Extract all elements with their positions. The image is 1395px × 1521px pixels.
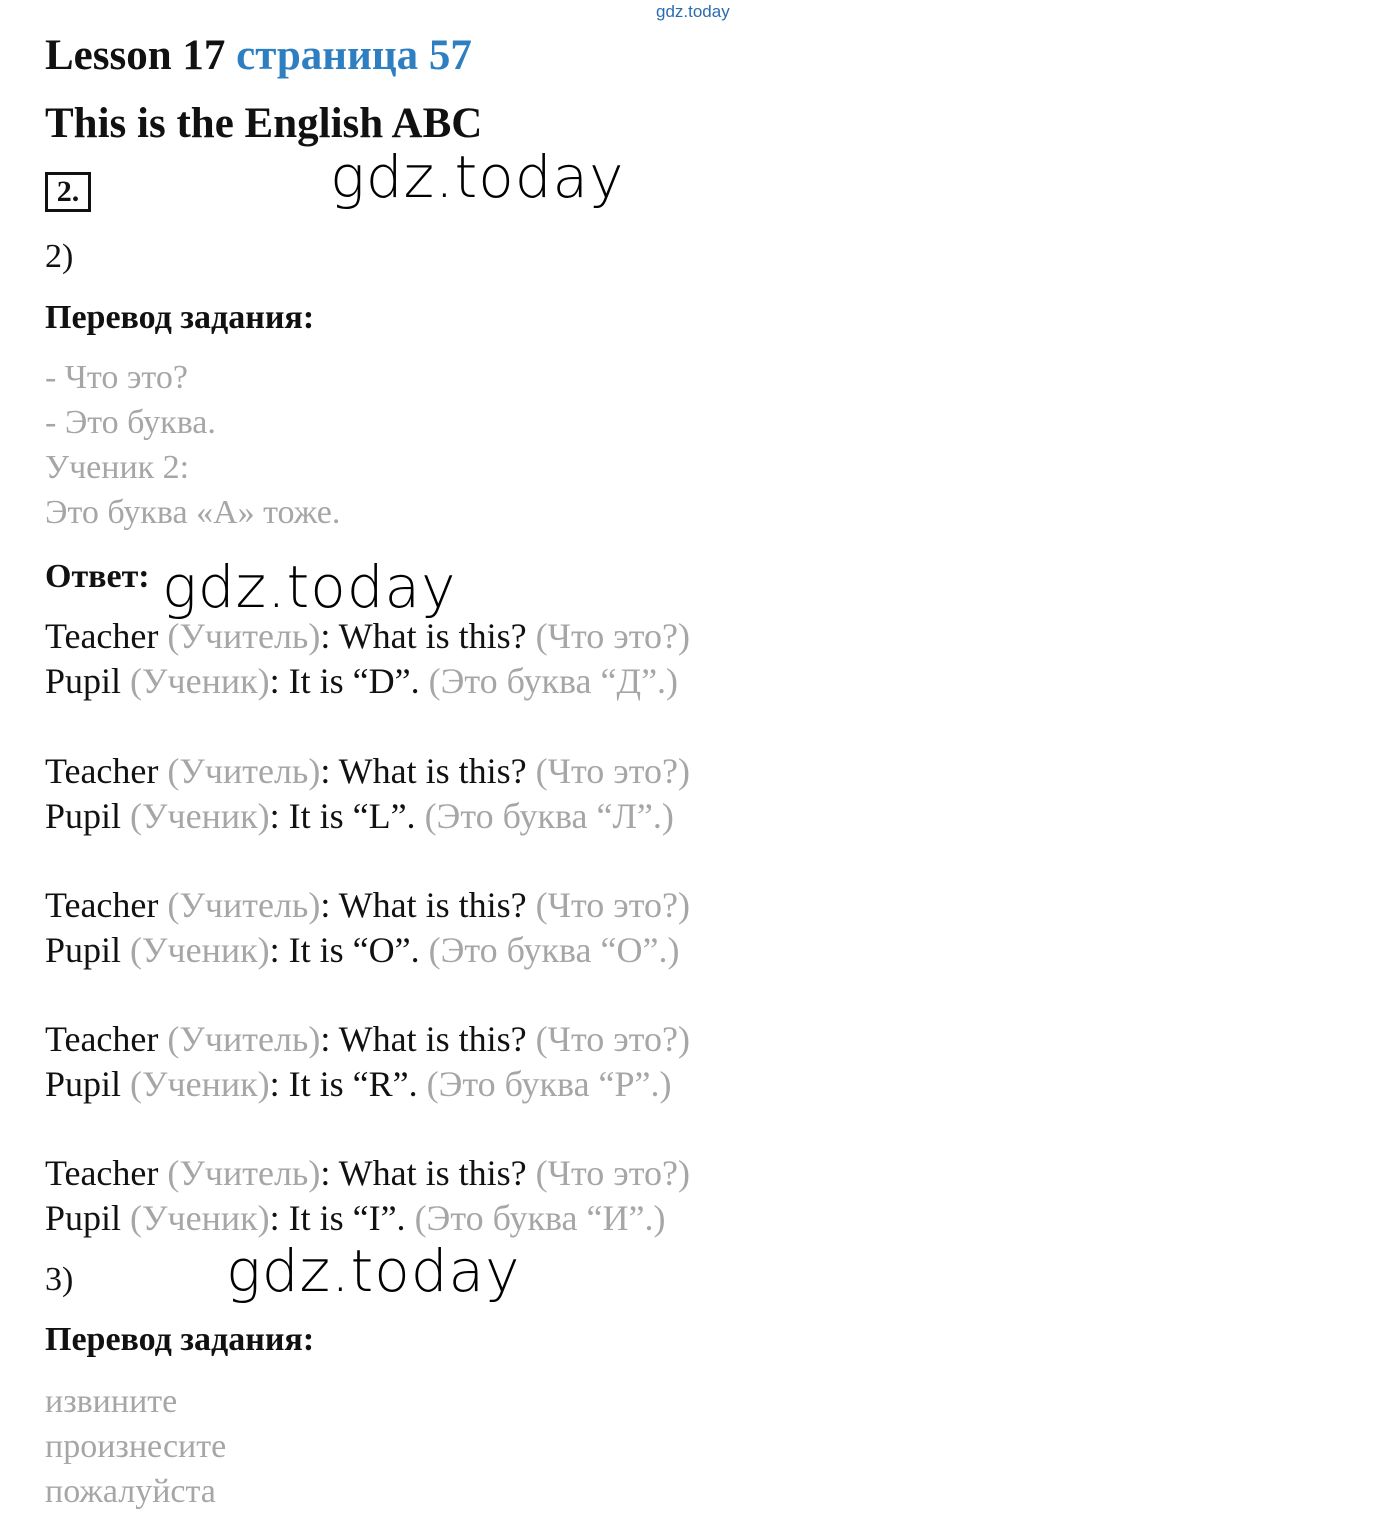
utterance: : It is “R”. [269, 1064, 427, 1104]
dialog-pupil-line [45, 795, 674, 838]
translation-line: - Это буква. [45, 404, 216, 441]
utterance: : What is this? [320, 1153, 536, 1193]
dialog-teacher-line [45, 750, 690, 793]
utterance-translation: (Что это?) [535, 885, 690, 925]
watermark-top: gdz.today [656, 2, 730, 21]
speaker: Teacher [45, 1019, 159, 1059]
dialog-pupil-line [45, 1197, 665, 1240]
translation-line: Ученик 2: [45, 449, 190, 486]
speaker-translation: (Учитель) [167, 751, 321, 791]
lesson-subtitle: This is the English ABC [45, 100, 483, 147]
speaker: Teacher [45, 751, 159, 791]
speaker: Teacher [45, 616, 159, 656]
speaker: Pupil [45, 1064, 122, 1104]
exercise-number-box: 2. [45, 172, 91, 212]
word-item: произнесите [45, 1428, 227, 1465]
dialog-teacher-line [45, 1018, 690, 1061]
speaker: Pupil [45, 930, 122, 970]
speaker-translation: (Ученик) [130, 1064, 270, 1104]
page-reference: страница 57 [236, 32, 472, 79]
speaker: Pupil [45, 796, 122, 836]
utterance-translation: (Это буква “И”.) [414, 1198, 666, 1238]
utterance: : What is this? [320, 616, 536, 656]
utterance: : It is “I”. [269, 1198, 415, 1238]
part-2-translation-heading: Перевод задания: [45, 299, 315, 336]
dialog-pupil-line [45, 660, 678, 703]
lesson-number: Lesson 17 [45, 32, 226, 79]
dialog-teacher-line [45, 1152, 690, 1195]
utterance: : It is “O”. [269, 930, 429, 970]
speaker-translation: (Ученик) [130, 661, 270, 701]
speaker-translation: (Учитель) [167, 1153, 321, 1193]
dialog-pupil-line [45, 1063, 672, 1106]
part-2-label: 2) [45, 238, 74, 275]
speaker-translation: (Учитель) [167, 616, 321, 656]
utterance: : It is “D”. [269, 661, 429, 701]
word-item: извините [45, 1383, 178, 1420]
utterance-translation: (Это буква “Д”.) [428, 661, 679, 701]
utterance: : It is “L”. [269, 796, 425, 836]
speaker: Teacher [45, 885, 159, 925]
speaker-translation: (Ученик) [130, 930, 270, 970]
part-3-translation-heading: Перевод задания: [45, 1321, 315, 1358]
part-3-label: 3) [45, 1261, 74, 1298]
utterance: : What is this? [320, 751, 536, 791]
translation-line: Это буква «А» тоже. [45, 494, 341, 531]
utterance-translation: (Что это?) [535, 616, 690, 656]
speaker: Teacher [45, 1153, 159, 1193]
speaker-translation: (Учитель) [167, 1019, 321, 1059]
dialog-pupil-line [45, 929, 679, 972]
dialog-teacher-line [45, 615, 690, 658]
utterance: : What is this? [320, 1019, 536, 1059]
utterance: : What is this? [320, 885, 536, 925]
watermark-2: gdz.today [162, 553, 457, 621]
utterance-translation: (Это буква “Р”.) [426, 1064, 672, 1104]
speaker: Pupil [45, 661, 122, 701]
utterance-translation: (Это буква “Л”.) [424, 796, 674, 836]
word-item: пожалуйста [45, 1473, 216, 1510]
watermark-1: gdz.today [330, 143, 625, 211]
lesson-title [45, 30, 472, 82]
translation-line: - Что это? [45, 359, 188, 396]
speaker-translation: (Ученик) [130, 1198, 270, 1238]
utterance-translation: (Что это?) [535, 1153, 690, 1193]
utterance-translation: (Что это?) [535, 1019, 690, 1059]
dialog-teacher-line [45, 884, 690, 927]
speaker-translation: (Ученик) [130, 796, 270, 836]
answer-heading: Ответ: [45, 558, 150, 595]
watermark-3: gdz.today [226, 1237, 521, 1305]
speaker: Pupil [45, 1198, 122, 1238]
utterance-translation: (Что это?) [535, 751, 690, 791]
utterance-translation: (Это буква “О”.) [428, 930, 680, 970]
speaker-translation: (Учитель) [167, 885, 321, 925]
